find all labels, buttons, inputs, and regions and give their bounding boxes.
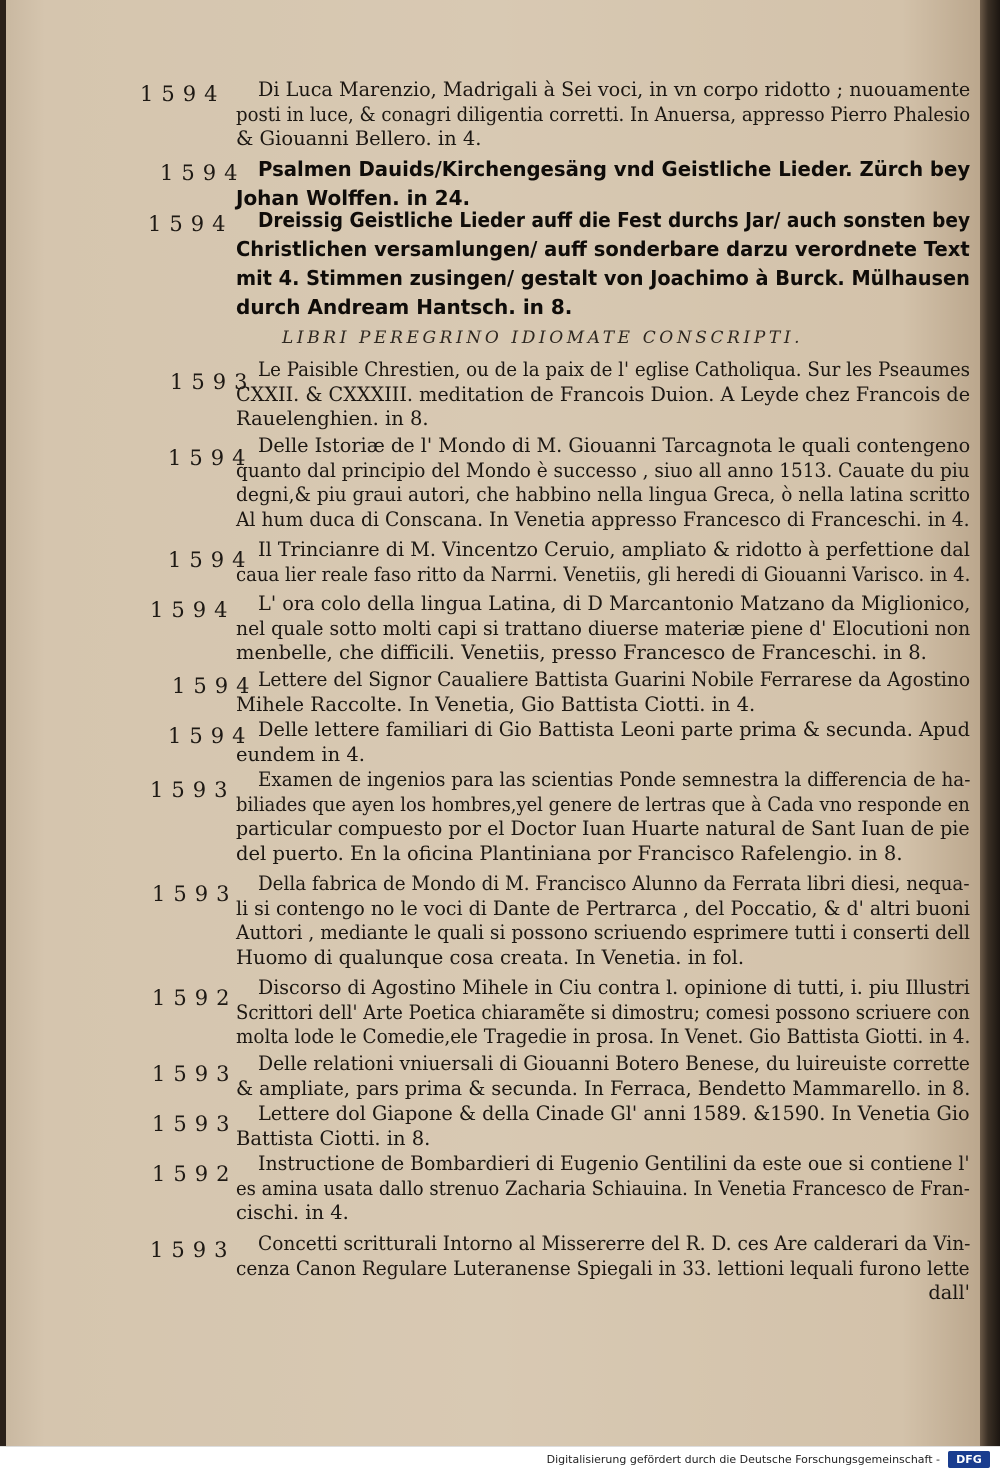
entry-text [236,1232,971,1306]
entry-text [236,668,971,717]
entry-year: 1593 [152,882,238,906]
entry-year: 1592 [152,1162,238,1186]
text-line: del puerto. En la oficina Plantiniana por Francisco Rafelengio. in 8. [236,841,903,865]
text-line: Della fabrica de Mondo di M. Francisco Alunno da Ferrata libri diesi, nequa- [258,872,970,895]
text-line: durch Andream Hantsch. in 8. [236,295,573,319]
dfg-logo: DFG [948,1451,990,1468]
text-line: CXXII. & CXXXIII. meditation de Francois Duion. A Leyde chez Francois de [236,382,971,406]
entry-year: 1594 [160,161,246,185]
text-line: Psalmen Dauids/Kirchengesäng vnd Geistliche Lieder. Zürch bey [258,157,971,181]
text-line: cischi. in 4. [236,1201,349,1224]
entry-year: 1593 [150,1238,236,1262]
text-line: posti in luce, & conagri diligentia corretti. In Anuersa, appresso Pierro Phalesio [236,102,971,126]
entry-year: 1592 [152,986,238,1010]
text-line-catchword: dall' [928,1281,970,1304]
text-line: cenza Canon Regulare Luteranense Spiegali in 33. lettioni lequali furono lette [236,1256,970,1280]
entry-text [236,155,971,213]
text-line: menbelle, che difficili. Venetiis, presso Francesco de Franceschi. in 8. [236,641,927,664]
text-line: Mihele Raccolte. In Venetia, Gio Battista Ciotti. in 4. [236,692,756,716]
text-line: li si contengo no le voci di Dante de Pertrarca , del Poccatio, & d' altri buoni [236,896,970,920]
entry-text [236,1102,970,1151]
entry-text [236,718,970,767]
entry-text [236,592,971,666]
entry-year: 1593 [152,1062,238,1086]
text-line: molta lode le Comedie,ele Tragedie in prosa. In Venet. Gio Battista Giotti. in 4. [236,1025,971,1048]
entry-text [236,206,971,322]
text-line: eundem in 4. [236,742,365,766]
text-line: Dreissig Geistliche Lieder auff die Fest durchs Jar/ auch sonsten bey [258,208,971,232]
section-heading: LIBRI PEREGRINO IDIOMATE CONSCRIPTI. [282,328,804,348]
text-line: Examen de ingenios para las scientias Ponde semnestra la differencia de ha- [258,768,971,791]
entry-year: 1594 [168,724,254,748]
text-line: Di Luca Marenzio, Madrigali à Sei voci, in vn corpo ridotto ; nuouamente [258,78,971,101]
entry-text [236,434,971,532]
entry-text [236,1152,970,1226]
text-line: Discorso di Agostino Mihele in Ciu contra l. opinione di tutti, i. piu Illustri [258,976,970,999]
text-line: Christlichen versamlungen/ auff sonderbare darzu verordnete Text [236,237,970,261]
entry-text [236,78,971,152]
entry-year: 1594 [150,598,236,622]
entry-text [236,1052,971,1101]
text-line: Johan Wolffen. in 24. [236,186,471,210]
entry-text [236,358,971,432]
footer-bar [0,1446,1000,1473]
entry-text [236,768,971,866]
text-line: biliades que ayen los hombres,yel genere de lertras que à Cada vno responde en [236,792,970,816]
footer-credit: Digitalisierung gefördert durch die Deutsche Forschungsgemeinschaft - [546,1453,940,1466]
text-line: Al hum duca di Conscana. In Venetia appresso Francesco di Franceschi. in 4. [236,507,970,531]
entry-year: 1594 [172,674,258,698]
text-line: Huomo di qualunque cosa creata. In Venetia. in fol. [236,945,745,969]
text-line: Le Paisible Chrestien, ou de la paix de l' eglise Catholiqua. Sur les Pseaumes [258,358,970,381]
text-line: Concetti scritturali Intorno al Missererre del R. D. ces Are calderari da Vin- [258,1232,971,1255]
entry-year: 1593 [170,370,256,394]
text-line: Il Trincianre di M. Vincentzo Ceruio, ampliato & ridotto à perfettione dal [258,538,970,561]
text-line: caua lier reale faso ritto da Narrni. Venetiis, gli heredi di Giouanni Varisco. in 4. [236,562,971,586]
entry-year: 1594 [168,446,254,470]
text-line: Instructione de Bombardieri di Eugenio Gentilini da este oue si contiene l' [258,1152,970,1175]
text-line: degni,& piu graui autori, che habbino nella lingua Greca, ò nella latina scritto [236,483,971,506]
entry-year: 1594 [140,82,226,106]
text-line: mit 4. Stimmen zusingen/ gestalt von Joachimo à Burck. Mülhausen [236,266,970,290]
text-line: particular compuesto por el Doctor Iuan Huarte natural de Sant Iuan de pie [236,817,970,840]
text-line: quanto dal principio del Mondo è successo , siuo all anno 1513. Cauate du piu [236,458,970,482]
text-line: Delle relationi vniuersali di Giouanni Botero Benese, du luireuiste corrette [258,1052,970,1075]
text-line: & Giouanni Bellero. in 4. [236,127,482,150]
entry-text [236,976,971,1050]
entry-year: 1594 [148,212,234,236]
text-line: Battista Ciotti. in 8. [236,1126,431,1150]
entry-text [236,872,970,970]
text-line: Delle lettere familiari di Gio Battista Leoni parte prima & secunda. Apud [258,718,970,741]
text-line: nel quale sotto molti capi si trattano diuerse materiæ piene d' Elocutioni non [236,616,971,640]
text-line: Rauelenghien. in 8. [236,407,429,430]
entry-text [236,538,971,587]
text-line: es amina usata dallo strenuo Zacharia Schiauina. In Venetia Francesco de Fran- [236,1176,970,1200]
text-line: Delle Istoriæ de l' Mondo di M. Giouanni Tarcagnota le quali contengeno [258,434,971,457]
text-line: L' ora colo della lingua Latina, di D Marcantonio Matzano da Miglionico, [258,592,971,615]
text-line: & ampliate, pars prima & secunda. In Ferraca, Bendetto Mammarello. in 8. [236,1076,971,1100]
text-line: Scrittori dell' Arte Poetica chiaramẽte si dimostru; comesi possono scriuere con [236,1000,970,1024]
text-line: Lettere del Signor Caualiere Battista Guarini Nobile Ferrarese da Agostino [258,668,971,691]
text-line: Auttori , mediante le quali si possono scriuendo esprimere tutti i conserti dell [236,921,970,944]
book-edge [980,0,1000,1446]
entry-year: 1593 [152,1112,238,1136]
entry-year: 1593 [150,778,236,802]
text-line: Lettere dol Giapone & della Cinade Gl' anni 1589. &1590. In Venetia Gio [258,1102,970,1125]
entry-year: 1594 [168,548,254,572]
